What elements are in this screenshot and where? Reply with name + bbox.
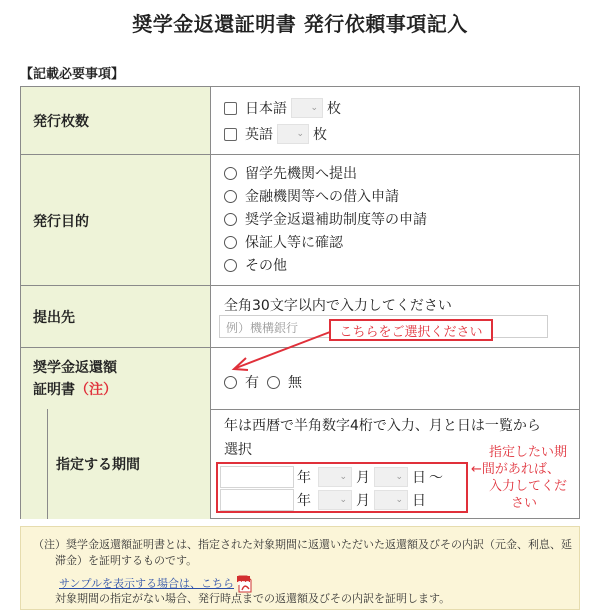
section-label: 【記載必要事項】 [20, 67, 125, 82]
sample-link[interactable]: サンプルを表示する場合は、こちら [59, 577, 235, 590]
end-month-select[interactable] [318, 490, 352, 510]
note-mark: （注） [75, 382, 117, 398]
start-year-label: 年 [297, 470, 311, 486]
purpose-option-1: 留学先機関へ提出 [245, 166, 357, 182]
chevron-down-icon: ⌄ [395, 472, 403, 482]
start-month-select[interactable] [318, 467, 352, 487]
end-day-label: 日 [412, 493, 426, 509]
purpose-option-5: その他 [245, 258, 287, 274]
japanese-checkbox[interactable] [224, 102, 237, 115]
english-checkbox[interactable] [224, 128, 237, 141]
amount-cert-no-label: 無 [288, 375, 302, 391]
chevron-down-icon: ⌄ [339, 472, 347, 482]
note-box [20, 526, 580, 610]
japanese-count-select[interactable] [291, 98, 323, 118]
end-day-select[interactable] [374, 490, 408, 510]
purpose-radio-5[interactable] [224, 259, 237, 272]
japanese-unit: 枚 [327, 101, 341, 117]
destination-instruction: 全角30文字以内で入力してください [224, 298, 452, 314]
note-line-1: （注）奨学金返還額証明書とは、指定された対象期間に返還いただいた返還額及びその内訳（元金、利息、延 [33, 538, 572, 551]
end-year-input[interactable] [220, 489, 294, 511]
purpose-label: 発行目的 [21, 155, 211, 286]
amount-cert-label-line1: 奨学金返還額 [33, 360, 117, 376]
period-instruction-1: 年は西暦で半角数字4桁で入力、月と日は一覧から [224, 418, 541, 434]
row-purpose [21, 154, 579, 286]
row-copies [21, 87, 579, 154]
period-note-line-1: 指定したい期 [489, 445, 568, 460]
purpose-option-2: 金融機関等への借入申請 [245, 189, 399, 205]
end-year-label: 年 [297, 493, 311, 509]
period-note-line-3: 入力してくだ [489, 479, 568, 494]
chevron-down-icon: ⌄ [310, 103, 318, 113]
purpose-option-4: 保証人等に確認 [245, 235, 343, 251]
purpose-radio-4[interactable] [224, 236, 237, 249]
period-note-line-2: ←間があれば、 [471, 462, 560, 477]
chevron-down-icon: ⌄ [395, 495, 403, 505]
start-month-label: 月 [356, 470, 370, 486]
destination-placeholder: 例）機構銀行 [226, 321, 299, 335]
note-line-2: 滞金）を証明するものです。 [55, 554, 198, 567]
english-label: 英語 [245, 127, 273, 143]
amount-cert-yes-label: 有 [245, 375, 259, 391]
period-note-line-4: さい [511, 496, 538, 511]
chevron-down-icon: ⌄ [339, 495, 347, 505]
copies-label: 発行枚数 [21, 87, 211, 154]
period-label: 指定する期間 [48, 409, 211, 519]
chevron-down-icon: ⌄ [296, 129, 304, 139]
destination-label: 提出先 [21, 286, 211, 348]
amount-cert-no-radio[interactable] [267, 376, 280, 389]
note-line-3: 対象期間の指定がない場合、発行時点までの返還額及びその内訳を証明します。 [55, 592, 451, 605]
end-month-label: 月 [356, 493, 370, 509]
amount-cert-label-line2: 証明書 [33, 382, 75, 398]
purpose-radio-2[interactable] [224, 190, 237, 203]
start-day-select[interactable] [374, 467, 408, 487]
purpose-radio-3[interactable] [224, 213, 237, 226]
tilde: 〜 [429, 470, 443, 486]
purpose-option-3: 奨学金返還補助制度等の申請 [245, 212, 427, 228]
period-side-note [471, 444, 581, 512]
english-unit: 枚 [313, 127, 327, 143]
period-instruction-2: 選択 [224, 442, 252, 458]
pdf-label: PDF [238, 581, 250, 587]
page-title: 奨学金返還証明書 発行依頼事項記入 [132, 12, 468, 36]
select-callout: こちらをご選択ください [329, 319, 493, 341]
start-day-label: 日 [412, 470, 426, 486]
purpose-radio-1[interactable] [224, 167, 237, 180]
callout-arrow-icon [226, 330, 336, 375]
amount-cert-yes-radio[interactable] [224, 376, 237, 389]
start-year-input[interactable] [220, 466, 294, 488]
english-count-select[interactable] [277, 124, 309, 144]
japanese-label: 日本語 [245, 101, 287, 117]
